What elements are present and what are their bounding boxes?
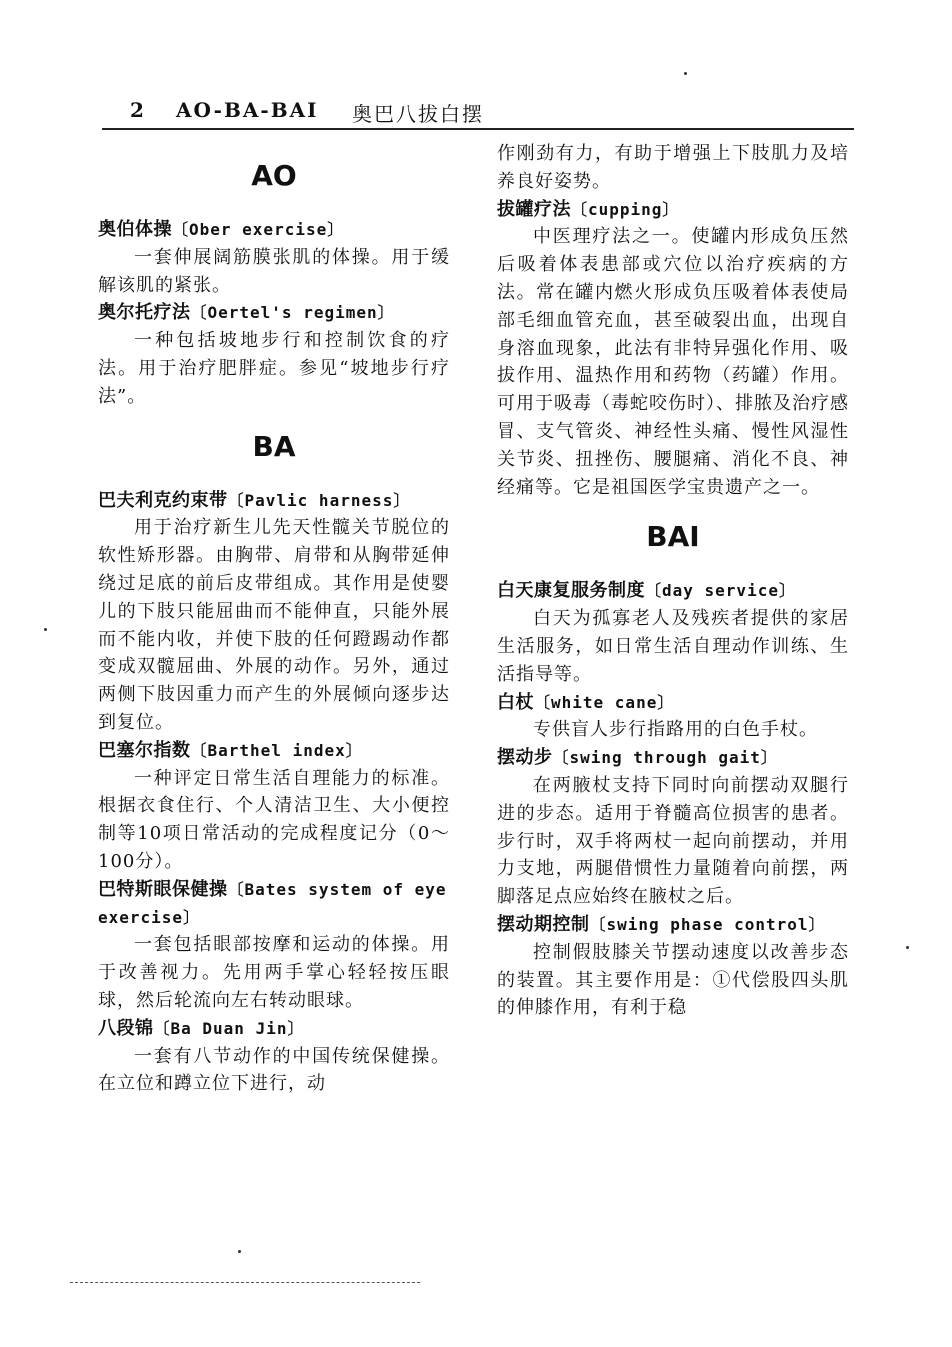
entry-definition: 在两腋杖支持下同时向前摆动双腿行进的步态。适用于脊髓高位损害的患者。步行时，双手将两杖一起向前摆动，并用力支地，两腿借惯性力量随着向前摆，两脚落足点应始终在腋杖之后。	[497, 774, 849, 908]
entry-headword	[98, 1015, 450, 1043]
entry-term: 白天康复服务制度	[497, 580, 645, 602]
entry-english: 〔cupping〕	[571, 199, 680, 219]
entry-headword	[98, 737, 450, 765]
entry-english: 〔day service〕	[645, 581, 796, 601]
entry-term: 八段锦	[98, 1017, 154, 1039]
entry-headword	[98, 216, 450, 244]
header-rule	[102, 128, 854, 130]
running-header	[102, 94, 852, 128]
entry-term: 奥伯体操	[98, 219, 172, 240]
entry-definition: 中医理疗法之一。使罐内形成负压然后吸着体表患部或穴位以治疗疾病的方法。常在罐内燃火形成负压吸着体表使局部毛细血管充血，甚至破裂出血，出现自身溶血现象，此法有非特异强化作用、吸拔作用、温热作用和药物（药罐）作用。可用于吸毒（毒蛇咬伤时）、排脓及治疗感冒、支气管炎、神经性头痛、慢性风湿性关节炎、扭挫伤、腰腿痛、消化不良、神经痛等。它是祖国医学宝贵遗产之一。	[497, 226, 849, 498]
entry-definition: 用于治疗新生儿先天性髋关节脱位的软性矫形器。由胸带、肩带和从胸带延伸绕过足底的前后皮带组成。其作用是使婴儿的下肢只能屈曲而不能伸直，只能外展而不能内收，并使下肢的任何蹬踢动作都变成双髋屈曲、外展的动作。另外，通过两侧下肢因重力而产生的外展倾向逐步达到复位。	[98, 517, 450, 733]
entry-white-cane	[497, 689, 849, 745]
print-speck	[684, 72, 687, 75]
entry-english: 〔Oertel's regimen〕	[190, 303, 395, 323]
entry-english: 〔Ober exercise〕	[172, 220, 345, 239]
entry-definition: 一套有八节动作的中国传统保健操。在立位和蹲立位下进行，动	[98, 1045, 450, 1095]
entry-term: 巴夫利克约束带	[98, 489, 228, 511]
entry-day-service	[497, 577, 849, 688]
entry-english: 〔swing phase control〕	[589, 914, 826, 934]
entry-oertel-regimen	[98, 299, 450, 410]
left-column	[98, 140, 450, 1098]
section-heading-ao: AO	[251, 159, 297, 192]
entry-headword	[497, 577, 849, 605]
entry-definition: 一套伸展阔筋膜张肌的体操。用于缓解该肌的紧张。	[98, 246, 450, 296]
right-column	[497, 140, 849, 1022]
entry-term: 摆动步	[497, 747, 553, 769]
entry-bates-system	[98, 876, 450, 1015]
entry-definition: 控制假肢膝关节摆动速度以改善步态的装置。其主要作用是：①代偿股四头肌的伸膝作用，有利于稳	[497, 941, 849, 1019]
entry-term: 摆动期控制	[497, 913, 590, 935]
entry-english: 〔Ba Duan Jin〕	[153, 1018, 305, 1038]
entry-headword	[98, 487, 450, 515]
entry-swing-through-gait	[497, 744, 849, 911]
entry-term: 巴特斯眼保健操	[98, 878, 228, 900]
header-title: 奥巴八拔白摆	[352, 102, 484, 126]
entry-term: 巴塞尔指数	[98, 739, 191, 761]
continued-text: 作刚劲有力，有助于增强上下肢肌力及培养良好姿势。	[497, 143, 849, 192]
entry-headword	[497, 911, 849, 939]
section-heading-bai: BAI	[646, 520, 700, 554]
entry-pavlic-harness	[98, 487, 450, 737]
entry-swing-phase-control	[497, 911, 849, 1022]
entry-headword	[98, 876, 450, 932]
entry-cupping	[497, 196, 849, 502]
entry-ober-exercise	[98, 216, 450, 299]
entry-english: 〔Barthel index〕	[190, 740, 363, 760]
entry-term: 奥尔托疗法	[98, 302, 191, 324]
entry-definition: 专供盲人步行指路用的白色手杖。	[533, 719, 818, 741]
entry-headword	[497, 689, 849, 717]
entry-barthel-index	[98, 737, 450, 876]
entry-english: 〔swing through gait〕	[552, 748, 778, 768]
footer-rule	[70, 1282, 420, 1283]
print-speck	[44, 628, 47, 631]
entry-definition: 一种评定日常生活自理能力的标准。根据衣食住行、个人清洁卫生、大小便控制等10项日常活动的完成程度记分（0～100分）。	[98, 767, 450, 872]
entry-english: 〔Bates system of eye exercise〕	[98, 879, 447, 927]
entry-english: 〔Pavlic harness〕	[227, 490, 411, 510]
entry-english: 〔white cane〕	[534, 692, 675, 712]
entry-definition: 一种包括坡地步行和控制饮食的疗法。用于治疗肥胖症。参见“坡地步行疗法”。	[98, 330, 450, 407]
section-heading-ba: BA	[252, 429, 296, 463]
entry-headword	[497, 744, 849, 772]
entry-headword	[497, 196, 849, 224]
entry-ba-duan-jin	[98, 1015, 450, 1098]
page-number: 2	[130, 98, 145, 122]
entry-definition: 白天为孤寡老人及残疾者提供的家居生活服务，如日常生活自理动作训练、生活指导等。	[497, 608, 849, 685]
entry-term: 白杖	[497, 691, 534, 713]
print-speck	[238, 1250, 241, 1253]
entry-headword	[98, 299, 450, 327]
header-code: AO-BA-BAI	[176, 98, 319, 122]
entry-definition: 一套包括眼部按摩和运动的体操。用于改善视力。先用两手掌心轻轻按压眼球，然后轮流向左右转动眼球。	[98, 934, 450, 1011]
print-speck	[906, 946, 909, 949]
entry-term: 拔罐疗法	[497, 198, 571, 220]
